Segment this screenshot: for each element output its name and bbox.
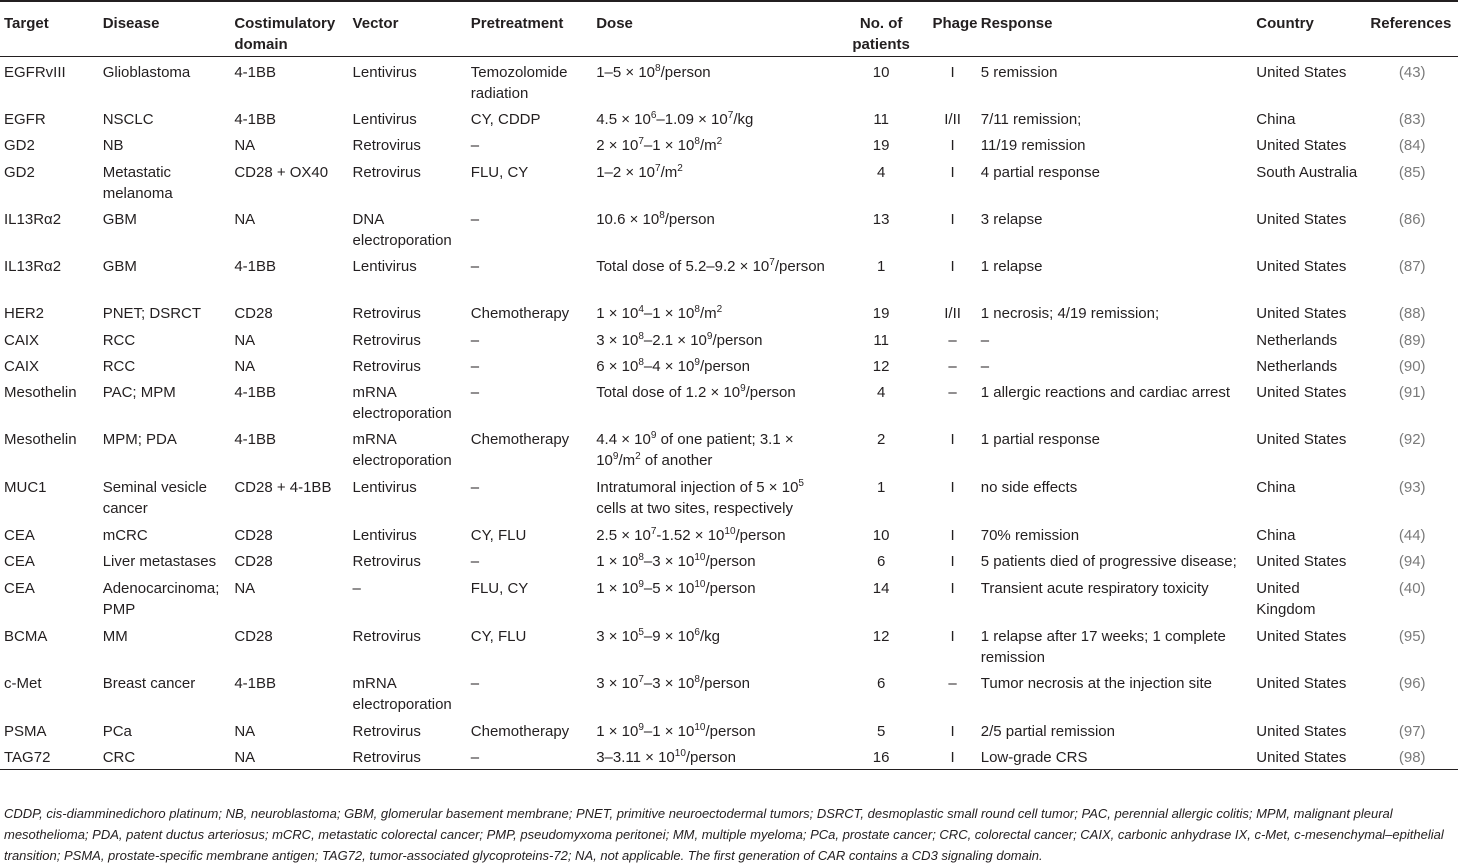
country-cell: Netherlands — [1256, 358, 1338, 375]
target-cell: TAG72 — [0, 742, 99, 769]
response-cell: 70% remission — [980, 527, 1080, 544]
vector-cell: Retrovirus — [352, 628, 421, 645]
header-no-of-patients: No. of patients — [834, 1, 929, 56]
patients-cell: 10 — [872, 63, 890, 81]
disease-cell: NB — [102, 137, 124, 154]
header-dose: Dose — [592, 1, 834, 56]
phage-cell: I — [950, 479, 955, 496]
pretreatment-cell: Chemotherapy — [470, 305, 570, 322]
pretreatment-cell: CY, FLU — [470, 527, 527, 544]
phage-cell: I — [950, 553, 955, 570]
pretreatment-cell: – — [470, 479, 480, 496]
target-cell: PSMA — [4, 723, 47, 740]
header-references: References — [1366, 1, 1458, 56]
target-cell: IL13Rα2 — [4, 258, 62, 275]
patients-cell: 4 — [876, 164, 886, 181]
phage-cell: – — [948, 384, 957, 401]
dose-cell: $3 \times 10^8-2.1$ × $10^9$/person — [596, 331, 763, 349]
country-cell: United Kingdom — [1256, 580, 1316, 618]
dose-cell: $10.6 \times 10^8$/person — [596, 210, 715, 228]
disease-cell: Metastatic melanoma — [102, 164, 173, 202]
disease-cell: Breast cancer — [102, 675, 196, 692]
patients-cell: 14 — [872, 580, 890, 597]
phage-cell: I — [950, 164, 955, 181]
table-row — [0, 204, 1458, 251]
target-cell: EGFRvIII — [4, 63, 66, 81]
dose-cell: $1 \times 10^8-3$ × $10^{10}$/person — [596, 552, 756, 570]
pretreatment-cell: – — [470, 384, 480, 401]
reference-cell: (94) — [1398, 553, 1426, 570]
header-vector: Vector — [349, 1, 467, 56]
disease-cell: Adenocarcinoma; PMP — [102, 580, 220, 618]
response-cell: – — [980, 358, 990, 375]
vector-cell: – — [352, 580, 361, 597]
vector-cell: Retrovirus — [352, 553, 421, 570]
table-row — [0, 56, 1458, 104]
phage-cell: – — [948, 332, 957, 349]
table-row — [0, 424, 1458, 472]
target-cell: MUC1 — [4, 479, 47, 496]
dose-cell: Total dose of $1.2 \times 10^9$/person — [596, 383, 796, 401]
costimulatory-domain-cell: NA — [234, 358, 256, 375]
reference-cell: (96) — [1398, 675, 1426, 692]
dose-cell: $3 \times 10^5-9 \times 10^6/kg$ — [596, 627, 720, 645]
pretreatment-cell: Chemotherapy — [470, 723, 570, 740]
disease-cell: PAC; MPM — [102, 384, 176, 401]
disease-cell: mCRC — [102, 527, 148, 544]
table-header-row — [0, 1, 1458, 56]
costimulatory-domain-cell: 4-1BB — [234, 431, 277, 448]
phage-cell: I — [950, 63, 955, 81]
disease-cell: Liver metastases — [102, 553, 217, 570]
response-cell: Low-grade CRS — [977, 742, 1253, 769]
dose-cell: $1 \times 10^9-1$ × $10^{10}$/person — [596, 722, 756, 740]
table-row — [0, 130, 1458, 157]
table-row — [0, 351, 1458, 377]
target-cell: CEA — [4, 527, 35, 544]
target-cell: EGFR — [4, 111, 46, 128]
header-pretreatment: Pretreatment — [467, 1, 592, 56]
vector-cell: Retrovirus — [349, 742, 467, 769]
vector-cell: Lentivirus — [352, 479, 417, 496]
reference-cell: (85) — [1398, 164, 1426, 181]
patients-cell: 2 — [876, 431, 886, 448]
vector-cell: Retrovirus — [352, 332, 421, 349]
table-row — [0, 546, 1458, 573]
vector-cell: Retrovirus — [352, 164, 421, 181]
country-cell: United States — [1256, 258, 1347, 275]
target-cell: Mesothelin — [4, 384, 77, 401]
dose-cell: $2 \times 10^7-1 \times 10^8/m^2$ — [596, 136, 723, 154]
vector-cell: Lentivirus — [352, 258, 417, 275]
target-cell: CAIX — [4, 332, 40, 349]
table-row — [0, 325, 1458, 351]
vector-cell: Retrovirus — [352, 305, 421, 322]
vector-cell: DNA electroporation — [352, 211, 452, 249]
patients-cell: 6 — [876, 675, 886, 692]
disease-cell: MPM; PDA — [102, 431, 177, 448]
country-cell: United States — [1256, 384, 1347, 401]
costimulatory-domain-cell: CD28 + 4-1BB — [234, 479, 332, 496]
disease-cell: Glioblastoma — [102, 63, 191, 81]
header-target: Target — [0, 1, 99, 56]
vector-cell: mRNA electroporation — [352, 384, 452, 422]
dose-cell: $4.4 \times 10^9$ of one patient; $3.1 \times 10^9/m^2$ of another — [596, 430, 794, 469]
vector-cell: Lentivirus — [352, 527, 417, 544]
table-row — [0, 742, 1458, 769]
patients-cell: 1 — [876, 479, 886, 496]
table-row — [0, 104, 1458, 130]
phage-cell: I — [950, 137, 955, 154]
dose-cell: $1 \times 10^4-1 \times 10^8/m^2$ — [596, 304, 723, 322]
pretreatment-cell: FLU, CY — [470, 580, 529, 597]
disease-cell: NSCLC — [102, 111, 154, 128]
pretreatment-cell: Chemotherapy — [470, 431, 570, 448]
reference-cell: (89) — [1398, 332, 1426, 349]
reference-cell: (90) — [1398, 358, 1426, 375]
costimulatory-domain-cell: CD28 — [234, 628, 273, 645]
country-cell: United States — [1256, 137, 1347, 154]
country-cell: United States — [1256, 305, 1347, 322]
country-cell: United States — [1256, 628, 1347, 645]
costimulatory-domain-cell: NA — [234, 580, 256, 597]
country-cell: United States — [1256, 723, 1347, 740]
reference-cell: (95) — [1398, 628, 1426, 645]
table-row — [0, 251, 1458, 298]
header-response: Response — [977, 1, 1253, 56]
patients-cell: 12 — [872, 358, 890, 375]
costimulatory-domain-cell: 4-1BB — [234, 384, 277, 401]
reference-cell: (83) — [1398, 111, 1426, 128]
pretreatment-cell: CY, CDDP — [470, 111, 541, 128]
country-cell: United States — [1256, 431, 1347, 448]
response-cell: 1 partial response — [980, 431, 1100, 448]
header-disease: Disease — [99, 1, 231, 56]
dose-cell: $2.5 \times 10^7-1.52$ × $10^{10}$/person — [596, 526, 786, 544]
costimulatory-domain-cell: NA — [234, 211, 256, 228]
response-cell: 5 remission — [980, 63, 1058, 81]
table-row — [0, 668, 1458, 716]
patients-cell: 19 — [872, 137, 890, 154]
disease-cell: MM — [102, 628, 128, 645]
pretreatment-cell: – — [470, 258, 480, 275]
dose-cell: $1 \times 10^9-5$ × $10^{10}$/person — [596, 579, 756, 597]
country-cell: China — [1256, 479, 1296, 496]
table-row — [0, 157, 1458, 204]
reference-cell: (84) — [1398, 137, 1426, 154]
target-cell: IL13Rα2 — [4, 211, 62, 228]
response-cell: 1 necrosis; 4/19 remission; — [980, 305, 1160, 322]
patients-cell: 1 — [876, 258, 886, 275]
dose-cell: $1-2 \times 10^7/m^2$ — [596, 163, 683, 181]
dose-cell: Intratumoral injection of $5 \times 10^5$ cells at two sites, respectively — [596, 478, 804, 517]
patients-cell: 12 — [872, 628, 890, 645]
patients-cell: 5 — [876, 723, 886, 740]
reference-cell: (93) — [1398, 479, 1426, 496]
country-cell: United States — [1256, 63, 1347, 81]
country-cell: China — [1256, 111, 1296, 128]
table-row — [0, 520, 1458, 546]
country-cell: China — [1256, 527, 1296, 544]
costimulatory-domain-cell: NA — [230, 742, 348, 769]
table-body — [0, 56, 1458, 769]
patients-cell: 13 — [872, 211, 890, 228]
response-cell: 7/11 remission; — [980, 111, 1082, 128]
costimulatory-domain-cell: CD28 — [234, 553, 273, 570]
table-row — [0, 573, 1458, 621]
response-cell: 3 relapse — [980, 211, 1043, 228]
vector-cell: mRNA electroporation — [352, 675, 452, 713]
dose-cell: $3 \times 10^7-3$ × $10^8$/person — [596, 674, 750, 692]
reference-cell: (92) — [1398, 431, 1426, 448]
pretreatment-cell: – — [470, 211, 480, 228]
reference-cell: (87) — [1398, 258, 1426, 275]
phage-cell: I — [950, 211, 955, 228]
dose-cell: $3-3.11 \times 10^{10}$/person — [592, 742, 834, 769]
pretreatment-cell: – — [467, 742, 592, 769]
target-cell: GD2 — [4, 164, 35, 181]
vector-cell: mRNA electroporation — [352, 431, 452, 469]
response-cell: 1 relapse — [980, 258, 1043, 275]
reference-cell: (88) — [1398, 305, 1426, 322]
response-cell: – — [980, 332, 990, 349]
patients-cell: 10 — [872, 527, 890, 544]
header-country: Country — [1252, 1, 1366, 56]
patients-cell: 11 — [873, 332, 889, 349]
costimulatory-domain-cell: NA — [234, 332, 256, 349]
reference-cell: (40) — [1398, 580, 1426, 597]
response-cell: 2/5 partial remission — [980, 723, 1115, 740]
dose-cell: $4.5 \times 10^6-1.09 \times 10^7/kg$ — [596, 110, 754, 128]
phage-cell: – — [948, 358, 957, 375]
patients-cell: 16 — [834, 742, 929, 769]
disease-cell: Seminal vesicle cancer — [102, 479, 207, 517]
pretreatment-cell: FLU, CY — [470, 164, 529, 181]
target-cell: Mesothelin — [4, 431, 77, 448]
disease-cell: GBM — [102, 211, 137, 228]
pretreatment-cell: – — [470, 358, 480, 375]
costimulatory-domain-cell: CD28 — [234, 527, 273, 544]
patients-cell: 19 — [872, 305, 890, 322]
target-cell: CEA — [4, 580, 35, 597]
target-cell: HER2 — [4, 305, 45, 322]
disease-cell: PCa — [102, 723, 132, 740]
patients-cell: 11 — [873, 111, 889, 128]
patients-cell: 4 — [876, 384, 886, 401]
pretreatment-cell: – — [470, 137, 480, 154]
costimulatory-domain-cell: 4-1BB — [234, 258, 277, 275]
target-cell: c-Met — [4, 675, 42, 692]
target-cell: CEA — [4, 553, 35, 570]
dose-cell: Total dose of $5.2-9.2 \times 10^7$/person — [596, 257, 825, 275]
vector-cell: Retrovirus — [352, 723, 421, 740]
country-cell: Netherlands — [1256, 332, 1338, 349]
table-row — [0, 621, 1458, 668]
reference-cell: (98) — [1366, 742, 1458, 769]
response-cell: no side effects — [980, 479, 1078, 496]
pretreatment-cell: – — [470, 332, 480, 349]
table-row — [0, 716, 1458, 742]
phage-cell: I — [950, 723, 955, 740]
response-cell: 4 partial response — [980, 164, 1100, 181]
patients-cell: 6 — [876, 553, 886, 570]
dose-cell: $6 \times 10^8-4$ × $10^9$/person — [596, 357, 750, 375]
disease-cell: PNET; DSRCT — [102, 305, 202, 322]
phage-cell: I — [950, 628, 955, 645]
phage-cell: I — [950, 580, 955, 597]
reference-cell: (86) — [1398, 211, 1426, 228]
disease-cell: CRC — [99, 742, 231, 769]
costimulatory-domain-cell: CD28 + OX40 — [234, 164, 329, 181]
table-footnote: CDDP, cis-diamminedichoro platinum; NB, neuroblastoma; GBM, glomerular basement membrane; PNET, primitive neuroectodermal tumors; DSRCT, desmoplastic small round cell tumor; PAC, perennial allergic colitis; MPM, malignant pleural mesothelioma; PDA, patent ductus arteriosus; mCRC, metastatic colorectal cancer; PMP, pseudomyxoma peritonei; MM, multiple myeloma; PCa, prostate cancer; CRC, colorectal cancer; CAIX, carbonic anhydrase IX, c-Met, c-mesenchymal–epithelial transition; PSMA, prostate-specific membrane antigen; TAG72, tumor-associated glycoproteins-72; NA, not applicable. The first generation of CAR contains a CD3 signaling domain. — [4, 806, 1444, 863]
pretreatment-cell: – — [470, 553, 480, 570]
dose-cell: $1-5 \times 10^8$/person — [596, 62, 711, 81]
phage-cell: I — [950, 258, 955, 275]
response-cell: Transient acute respiratory toxicity — [980, 580, 1209, 597]
disease-cell: RCC — [102, 358, 136, 375]
response-cell: 5 patients died of progressive disease; — [980, 553, 1237, 570]
target-cell: BCMA — [4, 628, 48, 645]
response-cell: Tumor necrosis at the injection site — [980, 675, 1212, 692]
table-row — [0, 377, 1458, 424]
reference-cell: (97) — [1398, 723, 1426, 740]
phage-cell: I — [950, 527, 955, 544]
disease-cell: RCC — [102, 332, 136, 349]
country-cell: United States — [1256, 211, 1347, 228]
response-cell: 1 relapse after 17 weeks; 1 complete remission — [980, 628, 1226, 666]
vector-cell: Retrovirus — [352, 137, 421, 154]
pretreatment-cell: – — [470, 675, 480, 692]
response-cell: 11/19 remission — [980, 137, 1086, 154]
disease-cell: GBM — [102, 258, 137, 275]
phage-cell: I — [950, 431, 955, 448]
target-cell: GD2 — [4, 137, 35, 154]
vector-cell: Lentivirus — [352, 63, 417, 81]
costimulatory-domain-cell: CD28 — [234, 305, 273, 322]
header-phage: Phage — [928, 1, 976, 56]
costimulatory-domain-cell: NA — [234, 137, 256, 154]
country-cell: United States — [1252, 742, 1366, 769]
country-cell: South Australia — [1256, 164, 1358, 181]
table-row — [0, 472, 1458, 520]
country-cell: United States — [1256, 675, 1347, 692]
header-costimulatory-domain: Costimulatory domain — [230, 1, 348, 56]
pretreatment-cell: Temozolomide radiation — [470, 63, 568, 102]
costimulatory-domain-cell: 4-1BB — [234, 675, 277, 692]
response-cell: 1 allergic reactions and cardiac arrest — [980, 384, 1231, 401]
target-cell: CAIX — [4, 358, 40, 375]
phage-cell: I — [928, 742, 976, 769]
reference-cell: (43) — [1398, 63, 1426, 81]
pretreatment-cell: CY, FLU — [470, 628, 527, 645]
costimulatory-domain-cell: 4-1BB — [234, 63, 277, 81]
vector-cell: Retrovirus — [352, 358, 421, 375]
phage-cell: I/II — [944, 305, 961, 322]
costimulatory-domain-cell: NA — [234, 723, 256, 740]
vector-cell: Lentivirus — [352, 111, 417, 128]
costimulatory-domain-cell: 4-1BB — [234, 111, 277, 128]
reference-cell: (91) — [1398, 384, 1426, 401]
phage-cell: – — [948, 675, 957, 692]
phage-cell: I/II — [944, 111, 961, 128]
country-cell: United States — [1256, 553, 1347, 570]
table-row — [0, 298, 1458, 325]
reference-cell: (44) — [1398, 527, 1426, 544]
